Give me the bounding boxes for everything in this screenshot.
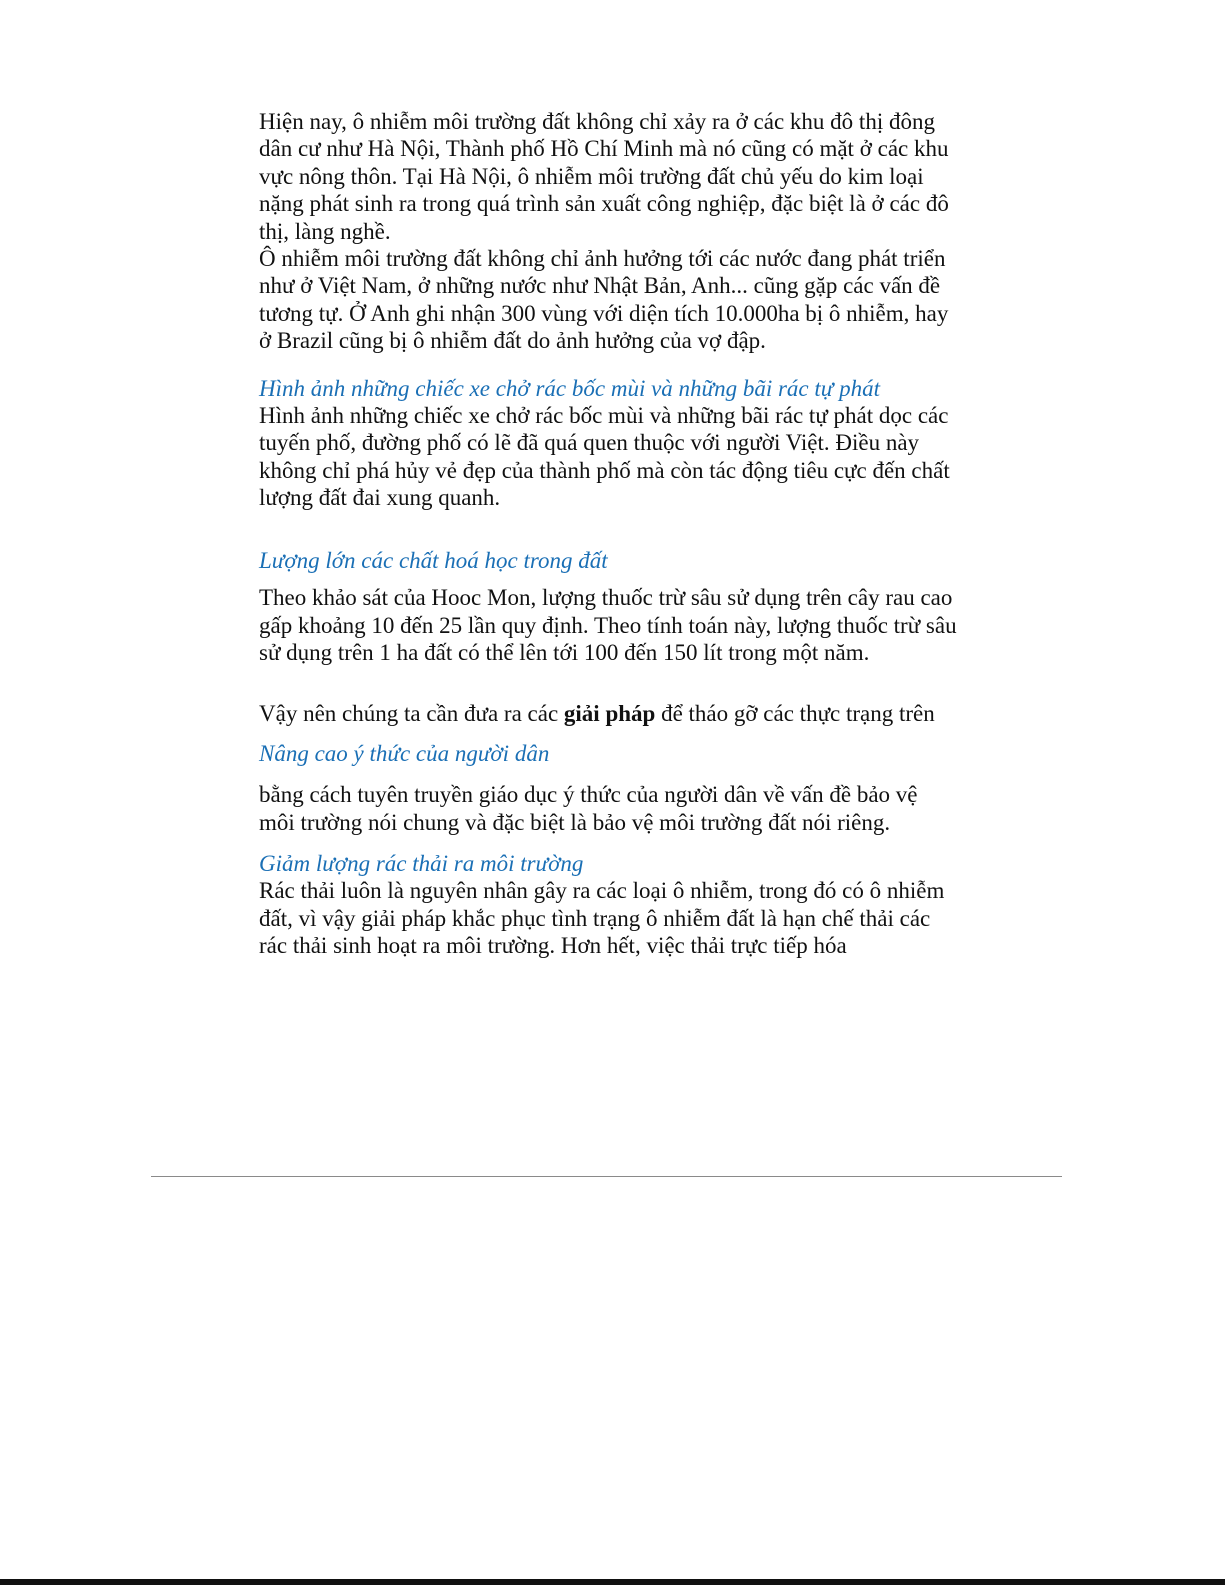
- solutions-intro-before: Vậy nên chúng ta cần đưa ra các: [259, 701, 564, 727]
- page-divider-line: [151, 1176, 1062, 1177]
- intro-paragraph-1: Hiện nay, ô nhiễm môi trường đất không chỉ xảy ra ở các khu đô thị đông dân cư như Hà Nội, Thành phố Hồ Chí Minh mà nó cũng có mặt ở các khu vực nông thôn. Tại Hà Nội, ô nhiễm môi trường đất chủ yếu do kim loại nặng phát sinh ra trong quá trình sản xuất công nghiệp, đặc biệt là ở các đô thị, làng nghề.: [259, 109, 949, 244]
- section-body-reduce-waste: Rác thải luôn là nguyên nhân gây ra các loại ô nhiễm, trong đó có ô nhiễm đất, vì vậy giải pháp khắc phục tình trạng ô nhiễm đất là hạn chế thải các rác thải sinh hoạt ra môi trường. Hơn hết, việc thải trực tiếp hóa: [259, 878, 945, 959]
- solutions-intro-bold: giải pháp: [563, 701, 656, 727]
- section-body-chemicals: Theo khảo sát của Hooc Mon, lượng thuốc trừ sâu sử dụng trên cây rau cao gấp khoảng 10 đến 25 lần quy định. Theo tính toán này, lượng thuốc trừ sâu sử dụng trên 1 ha đất có thể lên tới 100 đến 150 lít trong một năm.: [259, 585, 957, 665]
- solutions-intro: [259, 700, 959, 727]
- section-heading-chemicals: Lượng lớn các chất hoá học trong đất: [259, 547, 608, 573]
- section-heading-garbage-trucks: Hình ảnh những chiếc xe chở rác bốc mùi và những bãi rác tự phát: [259, 375, 880, 401]
- section-heading-reduce-waste: Giảm lượng rác thải ra môi trường: [259, 850, 584, 876]
- intro-paragraph-2: Ô nhiễm môi trường đất không chỉ ảnh hưởng tới các nước đang phát triển như ở Việt Nam, ở những nước như Nhật Bản, Anh... cũng gặp các vấn đề tương tự. Ở Anh ghi nhận 300 vùng với diện tích 10.000ha bị ô nhiễm, hay ở Brazil cũng bị ô nhiễm đất do ảnh hưởng của vợ đập.: [259, 246, 949, 354]
- section-body-garbage-trucks: Hình ảnh những chiếc xe chở rác bốc mùi và những bãi rác tự phát dọc các tuyến phố, đường phố có lẽ đã quá quen thuộc với người Việt. Điều này không chỉ phá hủy vẻ đẹp của thành phố mà còn tác động tiêu cực đến chất lượng đất đai xung quanh.: [259, 403, 950, 511]
- solutions-intro-after: để tháo gỡ các thực trạng trên: [655, 701, 935, 727]
- section-body-awareness: bằng cách tuyên truyền giáo dục ý thức của người dân về vấn đề bảo vệ môi trường nói chung và đặc biệt là bảo vệ môi trường đất nói riêng.: [259, 782, 918, 835]
- document-body: [259, 108, 959, 960]
- section-heading-awareness: Nâng cao ý thức của người dân: [259, 740, 550, 766]
- page-bottom-edge: [0, 1579, 1225, 1585]
